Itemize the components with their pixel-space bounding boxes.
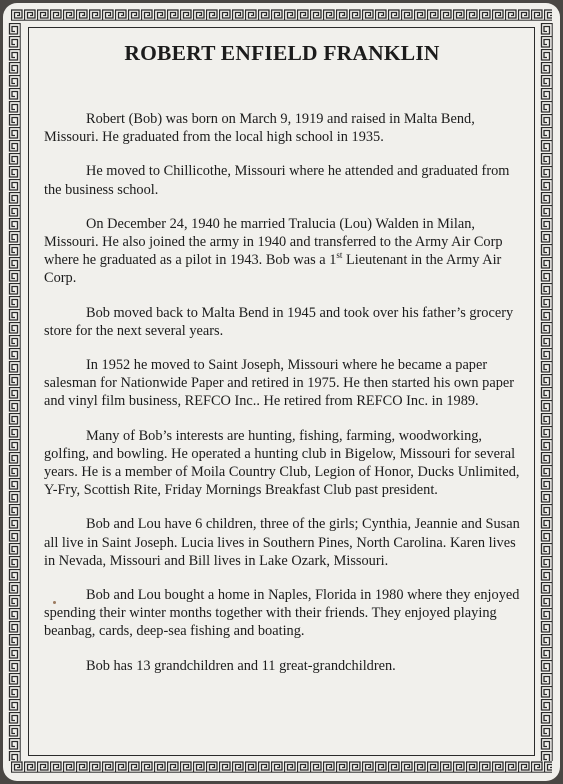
paragraph-birth: Robert (Bob) was born on March 9, 1919 and raised in Malta Bend, Missouri. He graduated from the local high school in 1935.	[44, 111, 475, 146]
paragraph-marriage-army: On December 24, 1940 he married Tralucia (Lou) Walden in Milan, Missouri. He also joined the army in 1940 and transferred to the Army Air Corp where he graduated as a pilot in 1943. Bob was a 1st Lieutenant in the Army Air Corp.	[44, 215, 503, 287]
paragraph-grocery: Bob moved back to Malta Bend in 1945 and took over his father’s grocery store for the next several years.	[44, 304, 514, 339]
document-body	[31, 30, 533, 754]
paragraph-florida: Bob and Lou bought a home in Naples, Florida in 1980 where they enjoyed spending their winter months together with their friends. They enjoyed playing beanbag, cards, deep-sea fishing and boating.	[44, 587, 520, 640]
paper-blemish	[53, 601, 56, 604]
paragraph-interests: Many of Bob’s interests are hunting, fishing, farming, woodworking, golfing, and bowling. He operated a hunting club in Bigelow, Missouri for several years. He is a member of Moila Country Club, Legion of Honor, Ducks Unlimited, Y-Fry, Scottish Rite, Friday Mornings Breakfast Club past president.	[44, 427, 520, 499]
greek-key-border-right	[540, 23, 553, 761]
paragraph-career: In 1952 he moved to Saint Joseph, Missouri where he became a paper salesman for Nationwide Paper and retired in 1975. He then started his own paper and vinyl film business, REFCO Inc.. He retired from REFCO Inc. in 1989.	[44, 357, 515, 410]
paragraph-grandchildren: Bob has 13 grandchildren and 11 great-grandchildren.	[86, 657, 396, 674]
paragraph-education: He moved to Chillicothe, Missouri where he attended and graduated from the business school.	[44, 163, 510, 198]
greek-key-border-bottom	[11, 761, 552, 773]
document-title: ROBERT ENFIELD FRANKLIN	[124, 41, 440, 65]
greek-key-border-left	[8, 23, 21, 761]
greek-key-border-top	[11, 9, 552, 21]
biography-text	[44, 110, 520, 691]
paragraph-children: Bob and Lou have 6 children, three of the girls; Cynthia, Jeannie and Susan all live in Saint Joseph. Lucia lives in Southern Pines, North Carolina. Karen lives in Nevada, Missouri and Bill lives in Lake Ozark, Missouri.	[44, 516, 520, 569]
memorial-page-frame	[3, 3, 560, 781]
